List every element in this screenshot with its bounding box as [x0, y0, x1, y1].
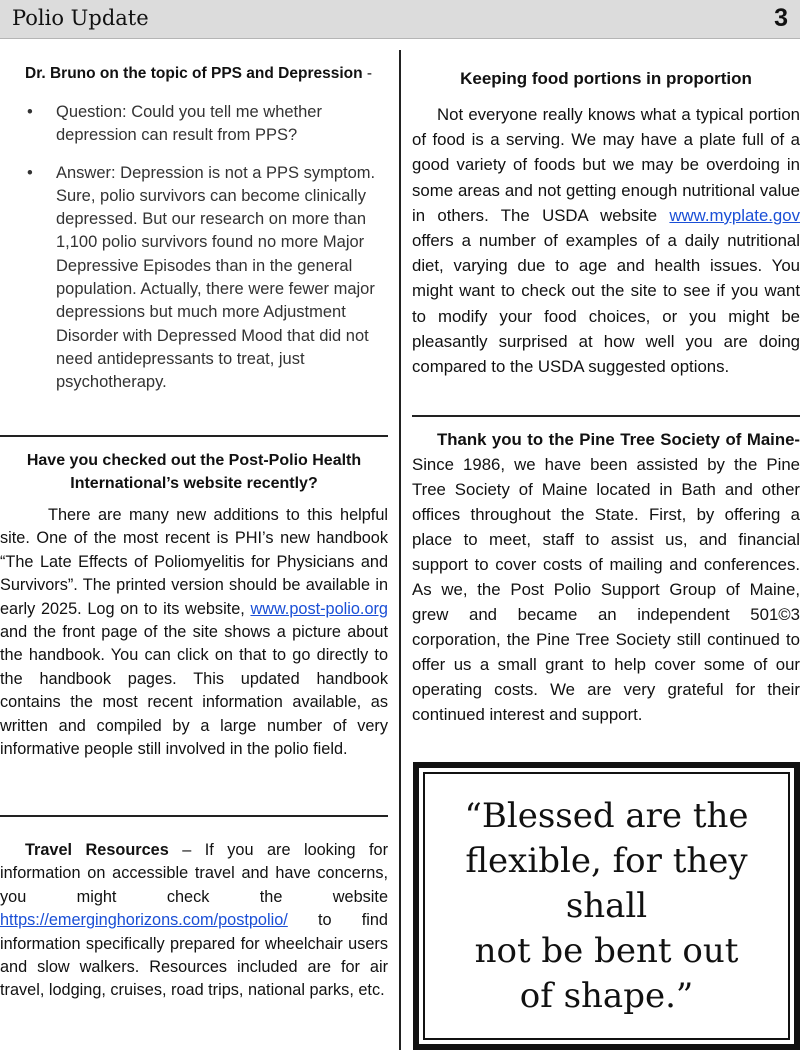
food-body [412, 102, 800, 379]
quote-line-4: of shape.” [519, 975, 694, 1016]
food-section [412, 67, 800, 379]
qa-heading-suffix: - [362, 65, 373, 82]
phi-body-before: There are many new additions to this helpful site. One of the most recent is PHI’s new handbook “The Late Effects of Poliomyelitis for Physicians and Survivors”. The printed version should be available in early 2025. Log on to its website, [0, 506, 388, 618]
newsletter-title: Polio Update [12, 6, 149, 30]
qa-question [25, 101, 380, 148]
post-polio-link[interactable]: www.post-polio.org [250, 599, 388, 618]
qa-question-text: Question: Could you tell me whether depression can result from PPS? [56, 103, 322, 145]
quote-box [413, 762, 800, 1050]
pinetree-body-text: Since 1986, we have been assisted by the Pine Tree Society of Maine located in Bath and other offices throughout the State. First, by offering a place to meet, staff to assist us, and financial support to cover costs of mailing and conferences. As we, the Post Polio Support Group of Maine, grew and became an independent 501©3 corporation, the Pine Tree Society still continued to offer us a small grant to help cover some of our operating costs. We are very grateful for their continued interest and support. [412, 455, 800, 724]
emerging-horizons-link[interactable]: https://emerginghorizons.com/postpolio/ [0, 911, 288, 930]
food-body-before: Not everyone really knows what a typical portion of food is a serving. We may have a plate full of a good variety of foods but we may be overdoing in some areas and not getting enough nutritional value in others. The USDA website [412, 105, 800, 225]
pinetree-body [412, 427, 800, 727]
qa-heading-text: Dr. Bruno on the topic of PPS and Depression [25, 65, 363, 82]
quote-line-2: flexible, for they shall [465, 840, 748, 926]
pinetree-label: Thank you to the Pine Tree Society of Maine- [437, 430, 800, 449]
qa-list [25, 101, 380, 409]
travel-section [0, 839, 388, 1003]
phi-title: Have you checked out the Post-Polio Health International’s website recently? [26, 452, 362, 492]
qa-answer-text: Answer: Depression is not a PPS symptom. Sure, polio survivors can become clinically depressed. But our research on more than 1,100 polio survivors found no more Major Depressive Episodes than in the general population. Actually, there were fewer major depressions but much more Adjustment Disorder with Depressed Mood that did not need antidepressants to treat, just psychotherapy. [56, 163, 376, 392]
qa-heading [25, 65, 390, 83]
phi-body [0, 504, 388, 761]
quote-text [425, 794, 788, 1019]
page-header [0, 0, 800, 39]
section-divider [412, 415, 800, 417]
travel-label: Travel Resources [25, 841, 169, 859]
quote-line-1: “Blessed are the [464, 795, 749, 836]
bullet-icon: • [27, 103, 33, 121]
food-title: Keeping food portions in proportion [460, 69, 752, 88]
phi-body-after: and the front page of the site shows a picture about the handbook. You can click on that to go directly to the handbook pages. This updated handbook contains the most recent information available, as written and compiled by a large number of very informative people still involved in the polio field. [0, 623, 388, 759]
food-body-after: offers a number of examples of a daily nutritional diet, varying due to age and health issues. You might want to check out the site to see if you want to modify your food choices, or you might be pleasantly surprised at how well you are doing compared to the USDA suggested options. [412, 231, 800, 377]
myplate-link[interactable]: www.myplate.gov [669, 205, 800, 225]
page-number: 3 [774, 4, 788, 32]
quote-frame [423, 772, 790, 1040]
pinetree-section [412, 427, 800, 727]
quote-line-3: not be bent out [474, 930, 739, 971]
travel-body [0, 839, 388, 1003]
phi-section [0, 449, 388, 761]
qa-answer [25, 162, 380, 395]
section-divider [0, 815, 388, 817]
bullet-icon: • [27, 163, 33, 182]
column-divider [399, 50, 401, 1050]
travel-body-before: – If you are looking for information on accessible travel and have concerns, you might check the website [0, 841, 389, 906]
travel-body-after: to find information specifically prepared for wheelchair users and slow walkers. Resources included are for air travel, lodging, cruises, road trips, national parks, etc. [0, 911, 388, 1000]
section-divider [0, 435, 388, 437]
